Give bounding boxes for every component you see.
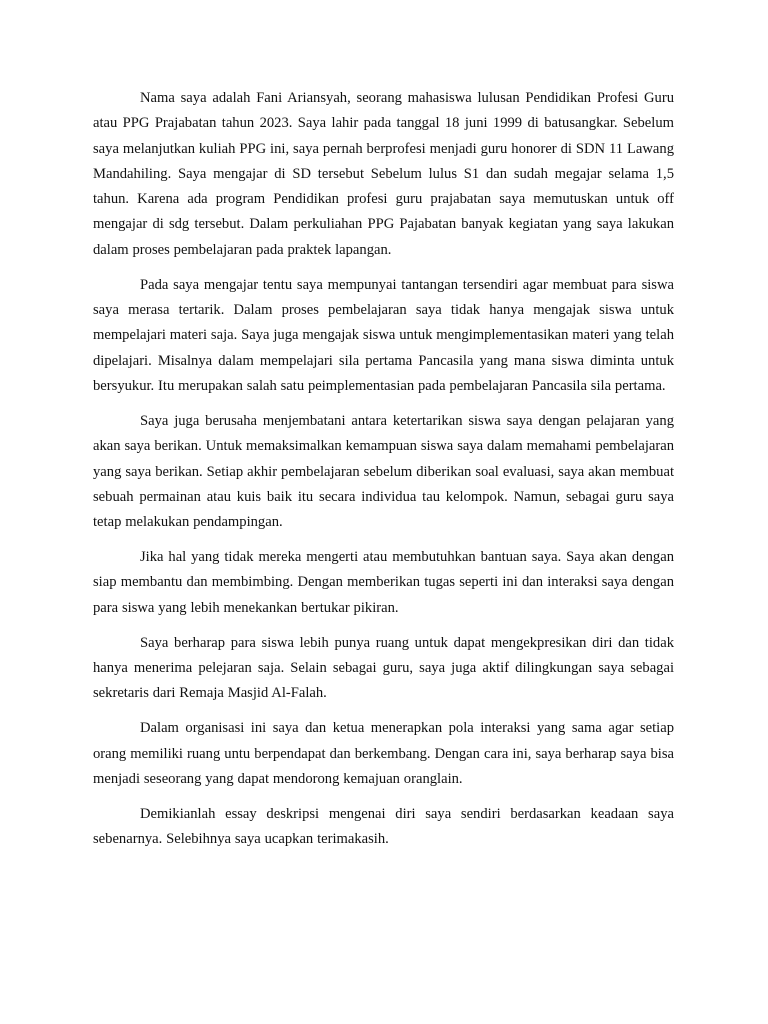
paragraph-7: Demikianlah essay deskripsi mengenai diri saya sendiri berdasarkan keadaan saya sebenarnya. Selebihnya saya ucapkan terimakasih. xyxy=(93,805,674,848)
paragraph-3: Saya juga berusaha menjembatani antara ketertarikan siswa saya dengan pelajaran yang akan saya berikan. Untuk memaksimalkan kemampuan siswa saya dalam memahami pembelajaran yang saya berikan. Setiap akhir pembelajaran sebelum diberikan soal evaluasi, saya akan membuat sebuah permainan atau kuis baik itu secara individua tau kelompok. Namun, sebagai guru saya tetap melakukan pendampingan. xyxy=(93,412,674,531)
essay-body xyxy=(93,86,674,862)
paragraph-1: Nama saya adalah Fani Ariansyah, seorang mahasiswa lulusan Pendidikan Profesi Guru atau PPG Prajabatan tahun 2023. Saya lahir pada tanggal 18 juni 1999 di batusangkar. Sebelum saya melanjutkan kuliah PPG ini, saya pernah berprofesi menjadi guru honorer di SDN 11 Lawang Mandahiling. Saya mengajar di SD tersebut Sebelum lulus S1 dan sudah megajar selama 1,5 tahun. Karena ada program Pendidikan profesi guru prajabatan saya memutuskan untuk off mengajar di sdg tersebut. Dalam perkuliahan PPG Pajabatan banyak kegiatan yang saya lakukan dalam proses pembelajaran pada praktek lapangan. xyxy=(93,90,674,258)
paragraph-5: Saya berharap para siswa lebih punya ruang untuk dapat mengekpresikan diri dan tidak hanya menerima pelejaran saja. Selain sebagai guru, saya juga aktif dilingkungan saya sebagai sekretaris dari Remaja Masjid Al-Falah. xyxy=(93,634,674,702)
paragraph-6: Dalam organisasi ini saya dan ketua menerapkan pola interaksi yang sama agar setiap orang memiliki ruang untu berpendapat dan berkembang. Dengan cara ini, saya berharap saya bisa menjadi seseorang yang dapat mendorong kemajuan oranglain. xyxy=(93,720,674,787)
paragraph-4: Jika hal yang tidak mereka mengerti atau membutuhkan bantuan saya. Saya akan dengan siap membantu dan membimbing. Dengan memberikan tugas seperti ini dan interaksi saya dengan para siswa yang lebih menekankan bertukar pikiran. xyxy=(93,549,674,616)
paragraph-2: Pada saya mengajar tentu saya mempunyai tantangan tersendiri agar membuat para siswa saya merasa tertarik. Dalam proses pembelajaran saya tidak hanya mengajak siswa untuk mempelajari materi saja. Saya juga mengajak siswa untuk mengimplementasikan materi yang telah dipelajari. Misalnya dalam mempelajari sila pertama Pancasila yang mana siswa diminta untuk bersyukur. Itu merupakan salah satu peimplementasian pada pembelajaran Pancasila sila pertama. xyxy=(93,276,674,394)
